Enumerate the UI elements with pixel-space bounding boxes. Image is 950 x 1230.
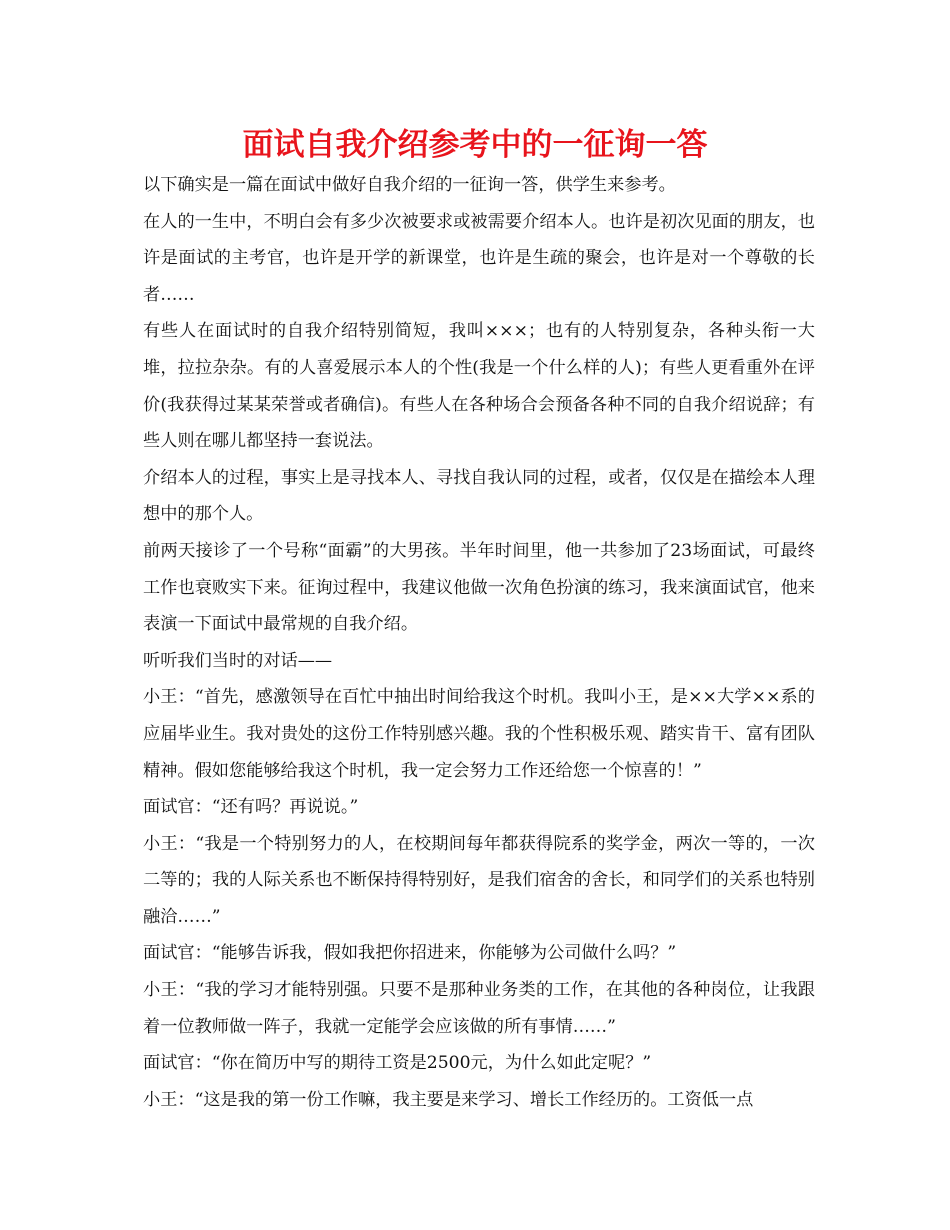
paragraph: 有些人在面试时的自我介绍特别简短，我叫×××；也有的人特别复杂，各种头衔一大堆，拉拉杂杂。有的人喜爱展示本人的个性(我是一个什么样的人)；有些人更看重外在评价(我获得过某某荣誉或者确信)。有些人在各种场合会预备各种不同的自我介绍说辞；有些人则在哪儿都坚持一套说法。 <box>143 321 815 452</box>
document-body <box>143 167 815 1118</box>
paragraph: 小王：“首先，感激领导在百忙中抽出时间给我这个时机。我叫小王，是××大学××系的应届毕业生。我对贵处的这份工作特别感兴趣。我的个性积极乐观、踏实肯干、富有团队精神。假如您能够给我这个时机，我一定会努力工作还给您一个惊喜的！” <box>143 687 815 781</box>
paragraph: 在人的一生中，不明白会有多少次被要求或被需要介绍本人。也许是初次见面的朋友，也许是面试的主考官，也许是开学的新课堂，也许是生疏的聚会，也许是对一个尊敬的长者…… <box>143 211 815 305</box>
paragraph: 听听我们当时的对话—— <box>143 650 333 671</box>
paragraph: 面试官：“还有吗？再说说。” <box>143 797 359 818</box>
paragraph: 小王：“我的学习才能特别强。只要不是那种业务类的工作，在其他的各种岗位，让我跟着一位教师做一阵子，我就一定能学会应该做的所有事情……” <box>143 980 815 1037</box>
paragraph: 面试官：“能够告诉我，假如我把你招进来，你能够为公司做什么吗？” <box>143 943 677 964</box>
paragraph: 小王：“我是一个特别努力的人，在校期间每年都获得院系的奖学金，两次一等的，一次二等的；我的人际关系也不断保持得特别好，是我们宿舍的舍长，和同学们的关系也特别融洽……” <box>143 833 815 927</box>
paragraph: 前两天接诊了一个号称“面霸”的大男孩。半年时间里，他一共参加了23场面试，可最终工作也衰败实下来。征询过程中，我建议他做一次角色扮演的练习，我来演面试官，他来表演一下面试中最常规的自我介绍。 <box>143 540 815 635</box>
paragraph: 介绍本人的过程，事实上是寻找本人、寻找自我认同的过程，或者，仅仅是在描绘本人理想中的那个人。 <box>143 467 815 525</box>
paragraph: 面试官：“你在简历中写的期待工资是2500元，为什么如此定呢？” <box>143 1053 652 1074</box>
paragraph: 以下确实是一篇在面试中做好自我介绍的一征询一答，供学生来参考。 <box>143 175 676 195</box>
paragraph: 小王：“这是我的第一份工作嘛，我主要是来学习、增长工作经历的。工资低一点 <box>143 1089 754 1110</box>
document-title: 面试自我介绍参考中的一征询一答 <box>242 127 708 163</box>
